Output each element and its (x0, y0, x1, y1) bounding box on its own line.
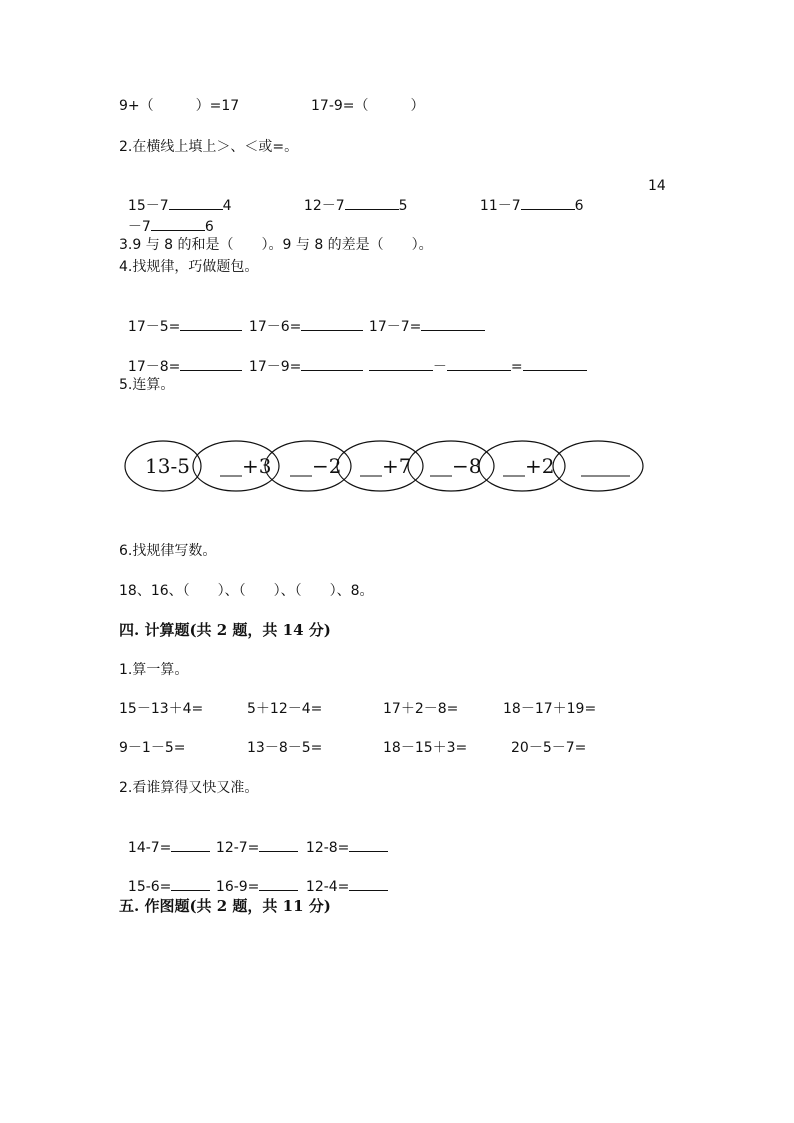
chain-calculation-diagram (118, 438, 650, 496)
chain-op-5: +2 (525, 454, 555, 478)
quick-calc-item (207, 819, 298, 857)
chain-op-3: +7 (382, 454, 412, 478)
quick-calc-row-1 (119, 819, 210, 857)
q4-row1-item2 (240, 298, 363, 336)
chain-op-1: +3 (242, 454, 272, 478)
calc-item: 18－17＋19= (503, 701, 597, 717)
chain-op-4: −8 (452, 454, 482, 478)
calc-item: 9－1－5= (119, 740, 186, 756)
quick-calc-item (207, 858, 298, 896)
answer-blank[interactable] (369, 356, 433, 371)
q6-title: 6.找规律写数。 (119, 543, 217, 559)
q2-title: 2.在横线上填上＞、＜或=。 (119, 139, 299, 155)
q2-item-2 (295, 177, 408, 215)
q4-row2-item3 (360, 338, 587, 376)
quick-calc-item (297, 819, 388, 857)
calc-item: 17＋2－8= (383, 701, 459, 717)
quick-expr: 12-4= (305, 879, 350, 895)
quick-expr: 14-7= (127, 840, 172, 856)
q4-expr: 17－5= (127, 319, 181, 335)
answer-blank[interactable] (349, 876, 388, 891)
chain-op-2: −2 (312, 454, 342, 478)
section5-heading: 五. 作图题(共 2 题，共 11 分) (119, 897, 331, 915)
q4-row2-item2 (240, 338, 363, 376)
calc-item: 13－8－5= (247, 740, 323, 756)
q4-row1 (119, 298, 242, 336)
q4-row2 (119, 338, 242, 376)
quick-expr: 16-9= (215, 879, 260, 895)
section4-heading: 四. 计算题(共 2 题，共 14 分) (119, 621, 331, 639)
q4-expr: 17－9= (248, 359, 302, 375)
calc-item: 18－15＋3= (383, 740, 468, 756)
answer-blank[interactable] (171, 876, 210, 891)
minus-sign: － (432, 359, 447, 375)
answer-blank[interactable] (180, 316, 242, 331)
answer-blank[interactable] (301, 356, 363, 371)
quick-expr: 12-7= (215, 840, 260, 856)
q3-text: 3.9 与 8 的和是（ ）。9 与 8 的差是（ ）。 (119, 237, 433, 253)
answer-blank[interactable] (259, 876, 298, 891)
calc-item: 15－13＋4= (119, 701, 204, 717)
q2-val-1: 4 (222, 198, 232, 214)
s4-q2-title: 2.看谁算得又快又准。 (119, 780, 259, 796)
answer-blank[interactable] (171, 837, 210, 852)
question-top-right: 17-9=（ ） (311, 98, 425, 114)
q2-expr-1: 15－7 (127, 198, 169, 214)
chain-oval-7 (553, 441, 643, 491)
q4-expr: 17－7= (368, 319, 422, 335)
answer-blank[interactable] (447, 356, 511, 371)
answer-blank[interactable] (345, 195, 399, 210)
q2-item-3 (471, 177, 584, 215)
quick-expr: 12-8= (305, 840, 350, 856)
chain-start: 13-5 (145, 454, 190, 478)
answer-blank[interactable] (523, 356, 587, 371)
answer-blank[interactable] (349, 837, 388, 852)
s4-q1-title: 1.算一算。 (119, 662, 189, 678)
q2-val-3: 6 (574, 198, 584, 214)
q6-sequence: 18、16、（ ）、（ ）、（ ）、8。 (119, 583, 374, 599)
quick-calc-item (297, 858, 388, 896)
answer-blank[interactable] (521, 195, 575, 210)
answer-blank[interactable] (301, 316, 363, 331)
q4-row1-item3 (360, 298, 485, 336)
quick-calc-row-2 (119, 858, 210, 896)
calc-item: 5＋12－4= (247, 701, 323, 717)
answer-blank[interactable] (180, 356, 242, 371)
answer-blank[interactable] (259, 837, 298, 852)
q2-expr-2: 12－7 (303, 198, 345, 214)
answer-blank[interactable] (151, 216, 205, 231)
q2-expr-3: 11－7 (479, 198, 521, 214)
q2-expr-4b: －7 (127, 219, 151, 235)
q4-expr: 17－6= (248, 319, 302, 335)
calc-item: 20－5－7= (511, 740, 587, 756)
q2-item-4 (119, 198, 214, 236)
quick-expr: 15-6= (127, 879, 172, 895)
q2-val-2: 5 (398, 198, 408, 214)
q2-val-4: 6 (204, 219, 214, 235)
q4-title: 4.找规律，巧做题包。 (119, 259, 259, 275)
q4-expr: 17－8= (127, 359, 181, 375)
equals-sign: = (510, 359, 523, 375)
question-top-left: 9+（ ）=17 (119, 98, 240, 114)
answer-blank[interactable] (421, 316, 485, 331)
q5-title: 5.连算。 (119, 377, 175, 393)
q2-expr-4a: 14 (648, 178, 666, 194)
